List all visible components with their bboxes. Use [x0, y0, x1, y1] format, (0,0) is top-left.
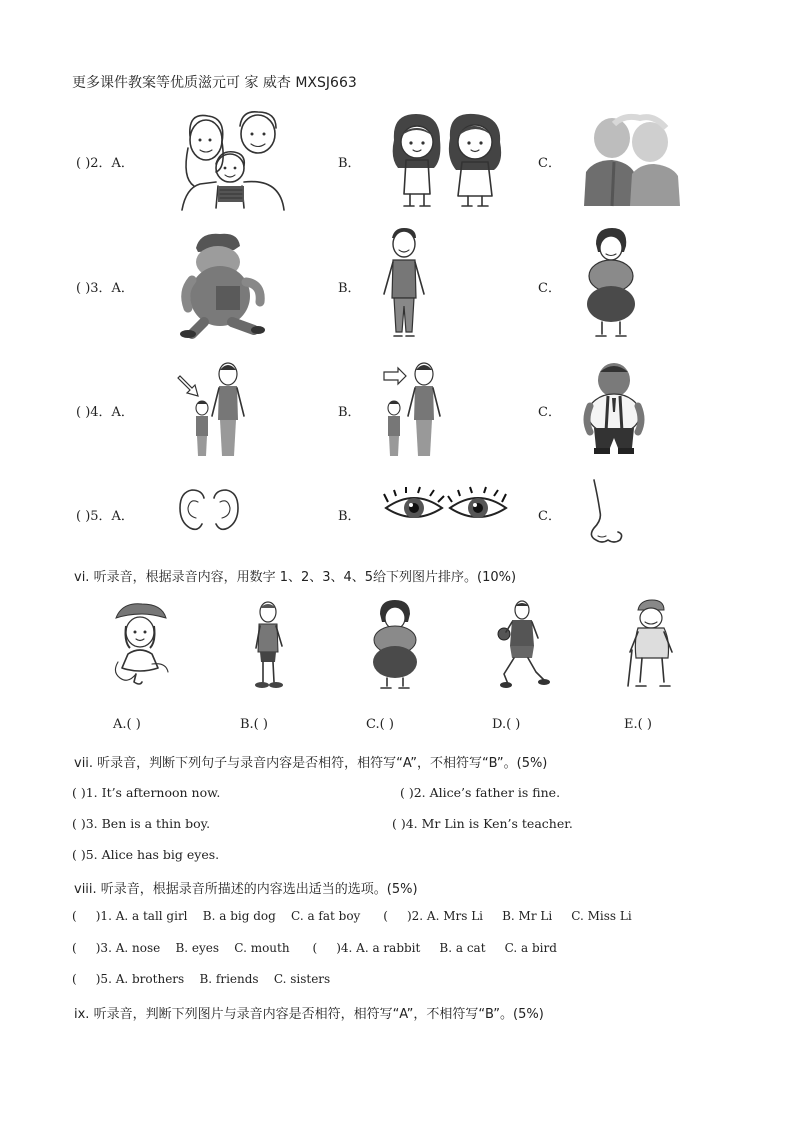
question-3-option-b-label: B． [338, 281, 361, 296]
elderly-couple-image [584, 110, 680, 206]
question-4-number: ( )4．A． [76, 405, 134, 420]
section-vii-item-4: ( )4. Mr Lin is Ken’s teacher. [392, 816, 573, 831]
question-5-option-c-label: C． [538, 509, 561, 524]
question-2-option-b-label: B． [338, 156, 361, 171]
section-vii-item-5: ( )5. Alice has big eyes. [72, 847, 220, 862]
section-vi-label-e: E.( ) [624, 717, 652, 732]
fat-running-boy-image [178, 230, 264, 340]
fat-woman-image [584, 228, 638, 342]
question-2-option-c-label: C． [538, 156, 561, 171]
section-vi-label-c: C.( ) [366, 717, 394, 732]
section-viii-row-2: ( )3. A. nose B. eyes C. mouth ( )4. A. a rabbit B. a cat C. a bird [72, 941, 557, 955]
fat-woman-small-image [370, 600, 420, 692]
question-3-option-c-label: C． [538, 281, 561, 296]
nose-image [584, 478, 626, 548]
section-vi-label-d: D.( ) [492, 717, 521, 732]
section-viii-title: viii. 听录音，根据录音所描述的内容选出适当的选项。(5%) [74, 882, 418, 897]
old-man-with-cane-image [624, 600, 680, 690]
thin-boy-image [250, 600, 290, 690]
section-vii-item-2: ( )2. Alice’s father is fine. [400, 785, 561, 800]
section-vii-item-1: ( )1. It’s afternoon now. [72, 785, 221, 800]
section-vii-title: vii. 听录音，判断下列句子与录音内容是否相符，相符写“A”，不相符写“B”。(5%) [74, 756, 548, 771]
tall-man [212, 363, 244, 456]
section-vi-title: vi. 听录音，根据录音内容，用数字 1、2、3、4、5给下列图片排序。(10%) [74, 570, 517, 585]
section-vi-label-b: B.( ) [240, 717, 268, 732]
section-vii-item-3: ( )3. Ben is a thin boy. [72, 816, 211, 831]
basketball-player-image [496, 600, 548, 688]
girl-in-hat-image [112, 602, 172, 688]
question-5-number: ( )5．A． [76, 509, 134, 524]
page-header: 更多课件教案等优质滋元可 家 威杏 MXSJ663 [72, 75, 357, 91]
fat-man-suspenders-image [584, 362, 644, 456]
short-man [196, 401, 208, 456]
section-viii-row-1: ( )1. A. a tall girl B. a big dog C. a fat boy ( )2. A. Mrs Li B. Mr Li C. Miss Li [72, 909, 632, 923]
eyes-image [384, 490, 508, 530]
section-viii-row-3: ( )5. A. brothers B. friends C. sisters [72, 972, 331, 986]
question-4-option-c-label: C． [538, 405, 561, 420]
family-image [176, 108, 286, 212]
question-4-option-b-label: B． [338, 405, 361, 420]
question-3-number: ( )3．A． [76, 281, 134, 296]
question-5-option-b-label: B． [338, 509, 361, 524]
section-ix-title: ix. 听录音，判断下列图片与录音内容是否相符，相符写“A”，不相符写“B”。(5%) [74, 1007, 544, 1022]
short-and-tall-men-arrow-short-image [176, 360, 246, 460]
question-2-number: ( )2．A． [76, 156, 134, 171]
ears-image [176, 488, 242, 532]
two-girls-image [386, 110, 510, 210]
short-and-tall-men-arrow-tall-image [380, 360, 450, 460]
section-vi-label-a: A.( ) [113, 717, 141, 732]
thin-man-image [380, 228, 426, 340]
